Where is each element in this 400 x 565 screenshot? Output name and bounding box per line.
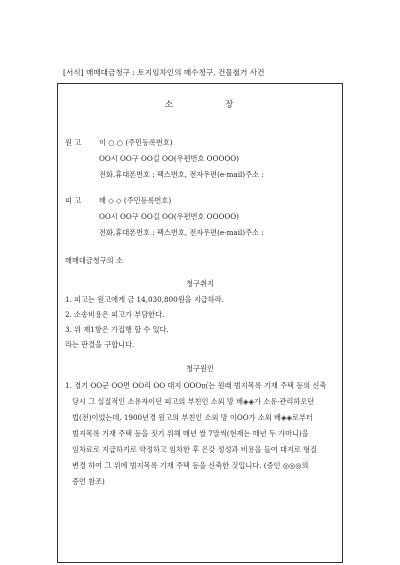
defendant-address: OO시 OO구 OO길 OO(우편번호 OOOOO) [99,212,239,221]
claim-cause-line-7: 증언 참조) [72,477,105,486]
claim-purpose-item-3: 3. 위 제1항은 가집행 할 수 있다. [65,325,169,334]
title-char-2: 장 [225,100,236,110]
plaintiff-label: 원 고 [65,138,82,147]
case-name: 매매대금청구의 소 [65,256,123,265]
claim-cause-line-3: 법(전)이었는데, 1900년경 원고의 부친인 소외 망 이OO가 소외 배◈◈로부터 [72,413,313,422]
defendant-contact: 전화․휴대폰번호 : 팩스번호, 전자우편(e-mail)주소 : [99,228,264,237]
claim-purpose-heading: 청구취지 [186,279,214,288]
claim-purpose-item-2: 2. 소송비용은 피고가 부담한다. [65,310,165,319]
claim-cause-line-4: 범지목록 기재 주택 등을 짓기 위해 매년 쌀 7말씩(현재는 매년 두 가마니)을 [72,429,309,438]
claim-cause-line-6: 변경 하여 그 위에 범지목록 기재 주택 등을 신축한 것입니다. (증인 ◎◎◎의 [72,461,309,470]
defendant-name: 배 ◇ ◇ (주민등록번호) [99,196,172,205]
claim-purpose-item-1: 1. 피고는 원고에게 금 14,030,800원을 지급하라. [65,295,224,304]
document-header: [서식] 매매대금청구 : 토지임차인의 매수청구, 건물철거 사건 [63,68,265,77]
plaintiff-contact: 전화․휴대폰번호 : 팩스번호, 전자우편(e-mail)주소 : [99,170,264,179]
claim-cause-line-5: 임차료로 지급하기로 약정하고 임차한 후 은갖 정성과 비용을 들여 대지로 형질 [72,445,318,454]
plaintiff-address: OO시 OO구 OO길 OO(우편번호 OOOOO) [99,154,239,163]
document-title [58,98,342,110]
title-char-1: 소 [164,100,175,110]
claim-cause-line-1: 1. 경기 OO군 OO면 OO리 OO 대지 OOO㎡는 원래 범지목록 기재 주택 등의 신축 [65,381,327,390]
claim-purpose-closing: 라는 판결을 구합니다. [65,340,135,349]
claim-cause-heading: 청구원인 [186,364,214,373]
complaint-form [57,83,343,563]
claim-cause-line-2: 당시 그 실질적인 소유자이던 피고의 부친인 소외 망 배◈◈가 소유·관리하오던 [72,397,315,406]
plaintiff-name: 이 ○ ○ (주민등록번호) [99,138,173,147]
defendant-label: 피 고 [65,196,82,205]
